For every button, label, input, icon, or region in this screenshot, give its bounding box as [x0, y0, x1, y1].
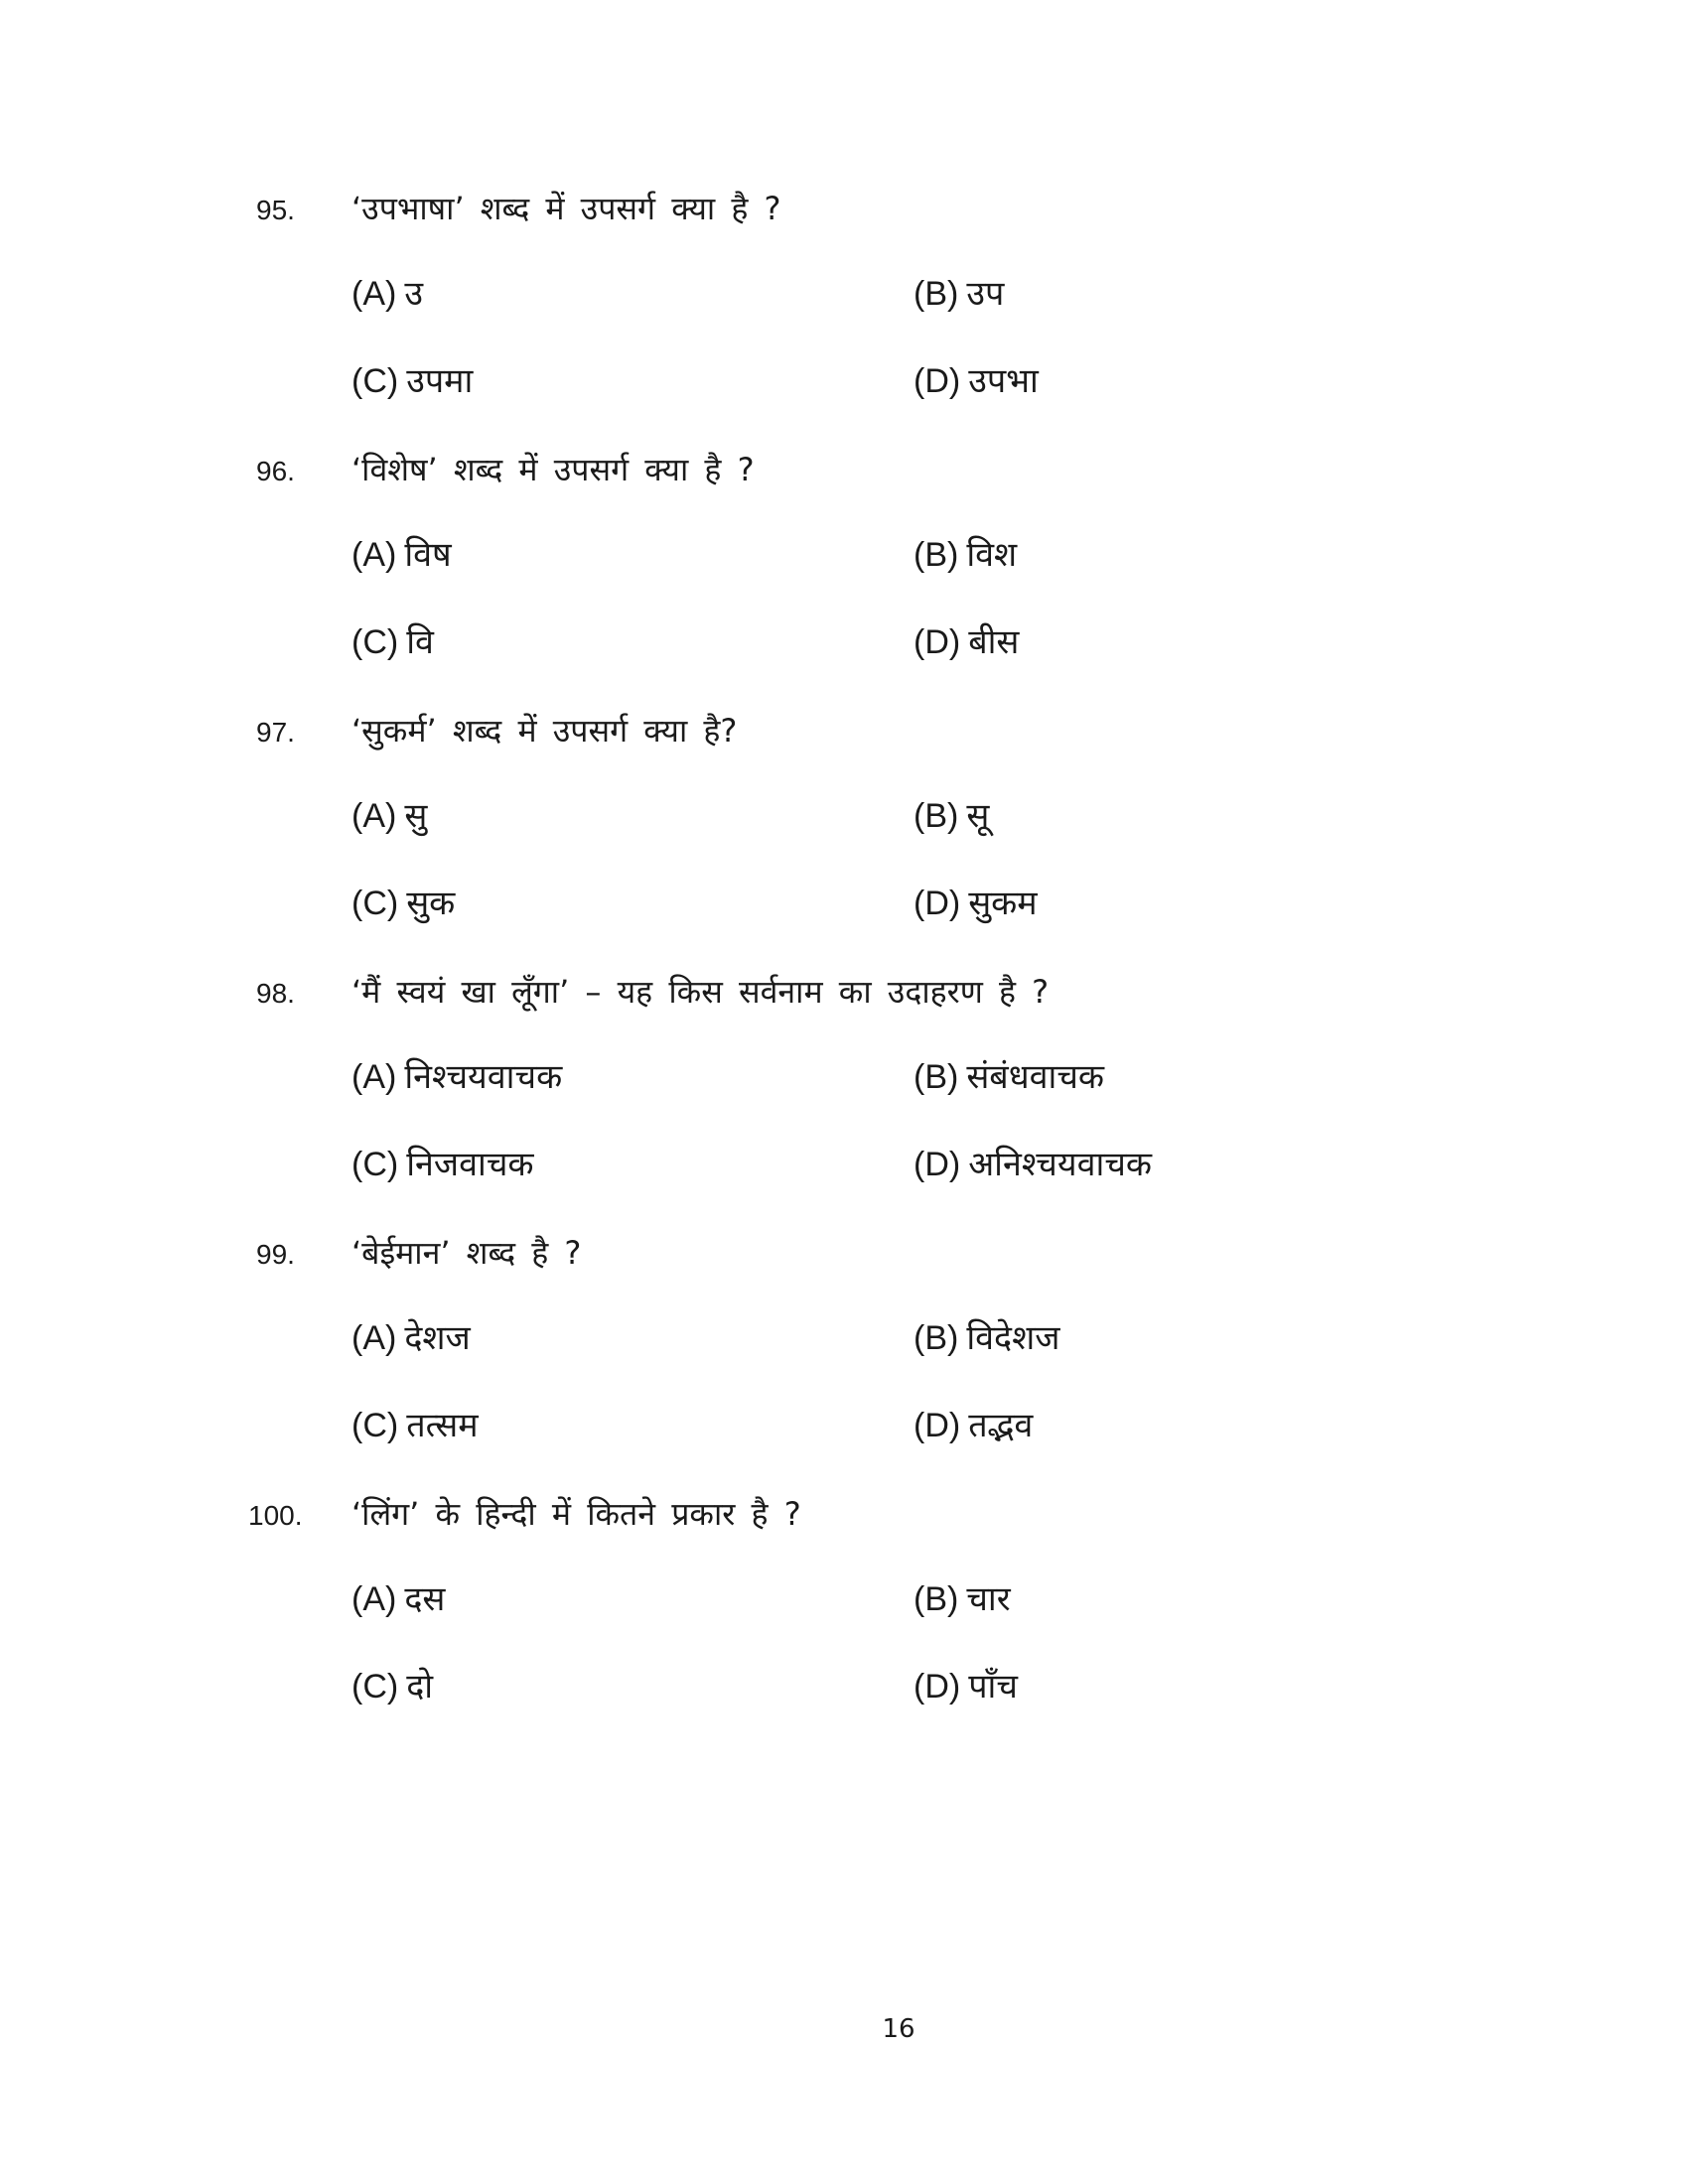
option-text: विश [966, 535, 1018, 575]
option-letter: (B) [914, 1319, 959, 1357]
option-letter: (C) [352, 623, 399, 661]
option-text: तद्भव [968, 1406, 1034, 1445]
option-d [914, 1663, 1018, 1710]
option-text: सुकम [968, 884, 1038, 923]
option-letter: (D) [914, 362, 961, 400]
option-letter: (B) [914, 797, 959, 835]
option-a [352, 531, 452, 579]
option-c [352, 1663, 433, 1710]
option-text: देशज [404, 1318, 471, 1358]
option-letter: (A) [352, 536, 397, 574]
option-d [914, 357, 1039, 405]
question-number: 95. [256, 195, 295, 225]
question-number: 97. [256, 717, 295, 748]
option-letter: (B) [914, 275, 959, 313]
option-letter: (D) [914, 1407, 961, 1444]
option-text: निजवाचक [406, 1145, 534, 1184]
page-number: 16 [882, 2014, 915, 2044]
option-text: सुक [406, 884, 456, 923]
option-letter: (C) [352, 1407, 399, 1444]
question-text: ‘उपभाषा’ शब्द में उपसर्ग क्या है ? [352, 190, 781, 227]
option-letter: (A) [352, 1058, 397, 1096]
option-a [352, 1314, 471, 1362]
option-text: उ [404, 274, 423, 314]
option-b [914, 1575, 1011, 1623]
option-text: उप [966, 274, 1005, 314]
option-letter: (A) [352, 275, 397, 313]
question-97 [0, 713, 1688, 951]
option-letter: (D) [914, 885, 961, 922]
option-b [914, 1314, 1059, 1362]
question-text: ‘सुकर्म’ शब्द में उपसर्ग क्या है? [352, 712, 738, 750]
option-letter: (C) [352, 362, 399, 400]
option-d [914, 1402, 1033, 1449]
question-text: ‘मैं स्वयं खा लूँगा’ – यह किस सर्वनाम का उदाहरण है ? [352, 973, 1050, 1011]
option-letter: (B) [914, 536, 959, 574]
option-a [352, 1575, 445, 1623]
option-letter: (C) [352, 1146, 399, 1183]
question-number: 98. [256, 978, 295, 1009]
option-text: उपमा [406, 361, 474, 401]
option-text: निश्चयवाचक [404, 1057, 563, 1097]
question-text: ‘विशेष’ शब्द में उपसर्ग क्या है ? [352, 451, 755, 488]
option-a [352, 792, 427, 840]
option-b [914, 531, 1017, 579]
option-letter: (A) [352, 1580, 397, 1618]
question-number: 99. [256, 1239, 295, 1270]
option-text: सू [966, 796, 990, 836]
option-text: बीस [968, 622, 1020, 662]
question-text: ‘बेईमान’ शब्द है ? [352, 1234, 582, 1272]
option-letter: (B) [914, 1058, 959, 1096]
question-100 [0, 1496, 1688, 1734]
option-letter: (B) [914, 1580, 959, 1618]
question-number: 96. [256, 456, 295, 486]
option-text: संबंधवाचक [966, 1057, 1105, 1097]
question-number: 100. [248, 1500, 303, 1531]
option-text: विष [404, 535, 452, 575]
option-letter: (A) [352, 1319, 397, 1357]
option-letter: (A) [352, 797, 397, 835]
option-text: वि [406, 622, 434, 662]
option-letter: (C) [352, 885, 399, 922]
option-c [352, 1141, 534, 1188]
option-a [352, 270, 423, 318]
question-99 [0, 1235, 1688, 1473]
option-d [914, 1141, 1152, 1188]
option-text: दो [406, 1667, 434, 1706]
option-c [352, 1402, 479, 1449]
option-a [352, 1053, 562, 1101]
option-letter: (D) [914, 1668, 961, 1706]
option-text: तत्सम [406, 1406, 479, 1445]
option-letter: (C) [352, 1668, 399, 1706]
option-text: सु [404, 796, 428, 836]
option-c [352, 618, 434, 666]
option-d [914, 618, 1019, 666]
option-c [352, 357, 473, 405]
option-text: उपभा [968, 361, 1039, 401]
option-letter: (D) [914, 1146, 961, 1183]
option-text: चार [966, 1579, 1011, 1619]
question-96 [0, 452, 1688, 690]
option-letter: (D) [914, 623, 961, 661]
question-95 [0, 191, 1688, 429]
option-b [914, 1053, 1104, 1101]
question-text: ‘लिंग’ के हिन्दी में कितने प्रकार है ? [352, 1495, 801, 1533]
option-b [914, 270, 1004, 318]
option-text: विदेशज [966, 1318, 1060, 1358]
option-b [914, 792, 989, 840]
option-text: दस [404, 1579, 446, 1619]
question-98 [0, 974, 1688, 1212]
option-c [352, 880, 455, 927]
option-text: पाँच [968, 1667, 1018, 1706]
option-d [914, 880, 1038, 927]
option-text: अनिश्चयवाचक [968, 1145, 1153, 1184]
